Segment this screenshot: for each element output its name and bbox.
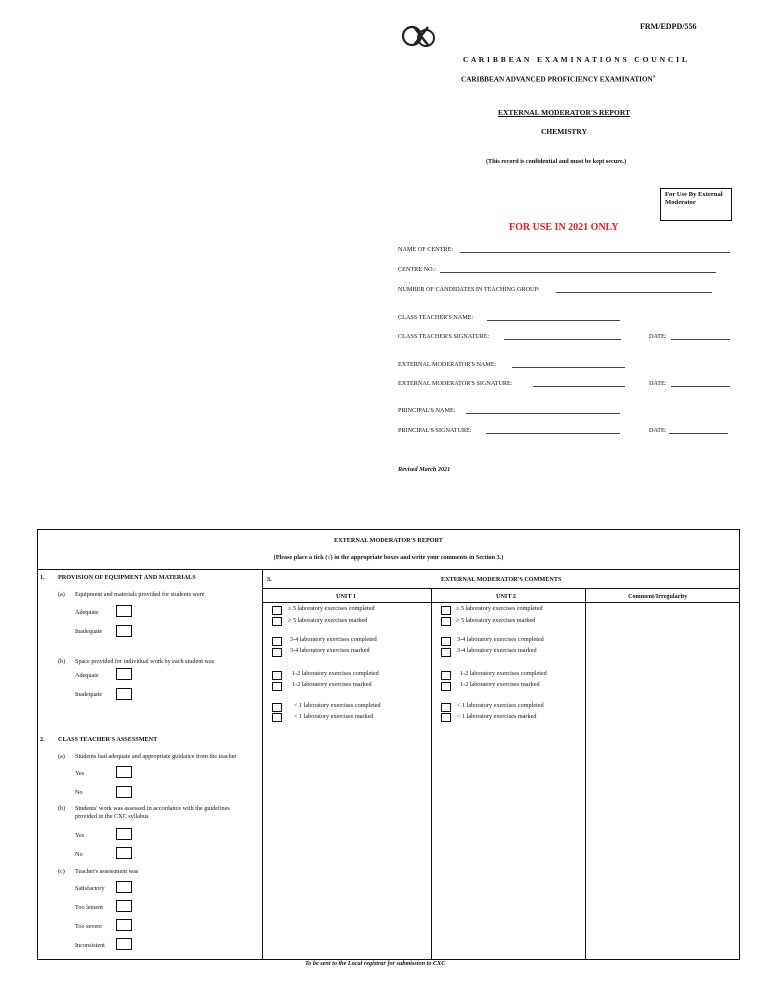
section-1-heading: PROVISION OF EQUIPMENT AND MATERIALS <box>58 574 196 581</box>
divider <box>431 588 432 960</box>
teacher-signature-field[interactable] <box>504 339 621 340</box>
checkbox-1a-inadequate[interactable] <box>116 625 132 637</box>
option-label: Inadequate <box>75 628 103 635</box>
report-instruction: (Please place a tick (√) in the appropriate boxes and write your comments in Section 3.) <box>273 554 504 561</box>
exercise-label: ≥ 5 laboratory exercises completed <box>456 605 543 612</box>
checkbox-u1-3to4-completed[interactable] <box>272 637 282 646</box>
centre-no-label: CENTRE NO.: <box>398 266 436 273</box>
checkbox-u2-5plus-marked[interactable] <box>441 617 451 626</box>
section-1b-label: (b) <box>58 658 66 665</box>
option-label: Inadequate <box>75 691 103 698</box>
confidential-note: (This record is confidential and must be kept secure.) <box>486 158 627 165</box>
date-label: DATE: <box>649 380 667 387</box>
date-label: DATE: <box>649 427 667 434</box>
moderator-signature-field[interactable] <box>533 386 625 387</box>
divider <box>262 588 740 589</box>
exercise-label: < 1 laboratory exercises completed <box>294 702 381 709</box>
option-label: No <box>75 789 83 796</box>
principal-name-field[interactable] <box>466 413 620 414</box>
exercise-label: < 1 laboratory exercises completed <box>457 702 544 709</box>
checkbox-2c-too-severe[interactable] <box>116 919 132 931</box>
exercise-label: ≥ 5 laboratory exercises marked <box>288 617 368 624</box>
checkbox-u2-1to2-completed[interactable] <box>441 671 451 680</box>
exercise-label: 3-4 laboratory exercises completed <box>290 636 377 643</box>
section-2-number: 2. <box>40 736 45 743</box>
section-2a-label: (a) <box>58 753 65 760</box>
section-1a-label: (a) <box>58 591 65 598</box>
checkbox-u1-3to4-marked[interactable] <box>272 648 282 657</box>
option-label: Satisfactory <box>75 885 105 892</box>
divider <box>262 569 263 960</box>
option-label: Adequate <box>75 672 99 679</box>
checkbox-2a-no[interactable] <box>116 786 132 798</box>
centre-name-label: NAME OF CENTRE: <box>398 246 454 253</box>
cxc-logo-icon <box>400 22 436 50</box>
checkbox-u1-lt1-marked[interactable] <box>272 713 282 722</box>
council-name: C A R I B B E A N E X A M I N A T I O N S C O U N C I L <box>463 55 688 64</box>
checkbox-1b-inadequate[interactable] <box>116 688 132 700</box>
exercise-label: < 1 laboratory exercises marked <box>294 713 374 720</box>
unit-1-header: UNIT 1 <box>336 593 357 600</box>
checkbox-u2-3to4-marked[interactable] <box>441 648 451 657</box>
checkbox-2b-yes[interactable] <box>116 828 132 840</box>
section-2a-text: Students had adequate and appropriate guidance from the teacher <box>75 753 237 760</box>
footer-note: To be sent to the Local registrar for submission to CXC <box>305 960 446 967</box>
section-1a-text: Equipment and materials provided for students were <box>75 591 205 598</box>
teacher-name-field[interactable] <box>487 320 620 321</box>
option-label: Too lenient <box>75 904 103 911</box>
section-3-number: 3. <box>267 576 272 583</box>
section-2-heading: CLASS TEACHER'S ASSESSMENT <box>58 736 158 743</box>
divider <box>38 569 739 570</box>
exercise-label: < 1 laboratory exercises marked <box>457 713 537 720</box>
teacher-date-field[interactable] <box>671 339 730 340</box>
checkbox-2c-too-lenient[interactable] <box>116 900 132 912</box>
checkbox-u2-1to2-marked[interactable] <box>441 682 451 691</box>
moderator-name-field[interactable] <box>512 367 625 368</box>
checkbox-u1-5plus-marked[interactable] <box>272 617 282 626</box>
exercise-label: 3-4 laboratory exercises marked <box>457 647 537 654</box>
centre-no-field[interactable] <box>440 272 716 273</box>
section-2b-label: (b) <box>58 805 66 812</box>
exercise-label: ≥ 5 laboratory exercises completed <box>288 605 375 612</box>
unit-2-header: UNIT 2 <box>496 593 517 600</box>
principal-signature-label: PRINCIPAL'S SIGNATURE: <box>398 427 472 434</box>
checkbox-2c-satisfactory[interactable] <box>116 881 132 893</box>
exam-name: CARIBBEAN ADVANCED PROFICIENCY EXAMINATION® <box>461 74 656 84</box>
section-2b-text: Students' work was assessed in accordance with the guidelines <box>75 805 230 812</box>
checkbox-u2-lt1-marked[interactable] <box>441 713 451 722</box>
report-title: EXTERNAL MODERATOR'S REPORT <box>498 108 630 117</box>
centre-name-field[interactable] <box>460 252 730 253</box>
checkbox-2a-yes[interactable] <box>116 766 132 778</box>
comment-area[interactable] <box>586 602 738 958</box>
checkbox-u1-lt1-completed[interactable] <box>272 703 282 712</box>
use-notice: FOR USE IN 2021 ONLY <box>509 222 619 233</box>
option-label: Yes <box>75 832 85 839</box>
moderator-use-box: For Use By External Moderator <box>660 188 732 221</box>
checkbox-u1-1to2-completed[interactable] <box>272 671 282 680</box>
teacher-signature-label: CLASS TEACHER'S SIGNATURE: <box>398 333 490 340</box>
checkbox-1a-adequate[interactable] <box>116 605 132 617</box>
option-label: No <box>75 851 83 858</box>
exercise-label: 1-2 laboratory exercises marked <box>460 681 540 688</box>
section-2c-text: Teacher's assessment was <box>75 868 139 875</box>
report-table-title: EXTERNAL MODERATOR'S REPORT <box>334 537 443 544</box>
section-2b-text-2: provided in the CXC syllabus <box>75 813 149 820</box>
exercise-label: 1-2 laboratory exercises completed <box>460 670 547 677</box>
form-code: FRM/EDPD/556 <box>640 22 697 31</box>
section-1-number: 1. <box>40 574 45 581</box>
checkbox-u1-1to2-marked[interactable] <box>272 682 282 691</box>
option-label: Inconsistent <box>75 942 105 949</box>
checkbox-2b-no[interactable] <box>116 847 132 859</box>
section-2c-label: (c) <box>58 868 65 875</box>
exercise-label: 1-2 laboratory exercises completed <box>292 670 379 677</box>
date-label: DATE: <box>649 333 667 340</box>
num-candidates-field[interactable] <box>556 292 712 293</box>
num-candidates-label: NUMBER OF CANDIDATES IN TEACHING GROUP: <box>398 286 540 293</box>
moderator-date-field[interactable] <box>671 386 730 387</box>
checkbox-u2-5plus-completed[interactable] <box>441 606 451 615</box>
exercise-label: ≥ 5 laboratory exercises marked <box>456 617 536 624</box>
principal-signature-field[interactable] <box>486 433 620 434</box>
checkbox-u2-3to4-completed[interactable] <box>441 637 451 646</box>
exercise-label: 3-4 laboratory exercises marked <box>290 647 370 654</box>
cxc-logo <box>400 22 436 50</box>
principal-date-field[interactable] <box>669 433 728 434</box>
section-3-heading: EXTERNAL MODERATOR'S COMMENTS <box>441 576 562 583</box>
option-label: Yes <box>75 770 85 777</box>
moderator-name-label: EXTERNAL MODERATOR'S NAME: <box>398 361 497 368</box>
teacher-name-label: CLASS TEACHER'S NAME: <box>398 314 474 321</box>
checkbox-2c-inconsistent[interactable] <box>116 938 132 950</box>
checkbox-u2-lt1-completed[interactable] <box>441 703 451 712</box>
revised-date: Revised March 2021 <box>398 466 451 473</box>
exercise-label: 3-4 laboratory exercises completed <box>457 636 544 643</box>
subject: CHEMISTRY <box>541 127 587 136</box>
option-label: Adequate <box>75 609 99 616</box>
comment-header: Comment/Irregularity <box>628 593 688 600</box>
option-label: Too severe <box>75 923 102 930</box>
section-1b-text: Space provided for individual work by each student was <box>75 658 215 665</box>
checkbox-1b-adequate[interactable] <box>116 668 132 680</box>
checkbox-u1-5plus-completed[interactable] <box>272 606 282 615</box>
moderator-signature-label: EXTERNAL MODERATOR'S SIGNATURE: <box>398 380 513 387</box>
exercise-label: 1-2 laboratory exercises marked <box>292 681 372 688</box>
principal-name-label: PRINCIPAL'S NAME: <box>398 407 456 414</box>
